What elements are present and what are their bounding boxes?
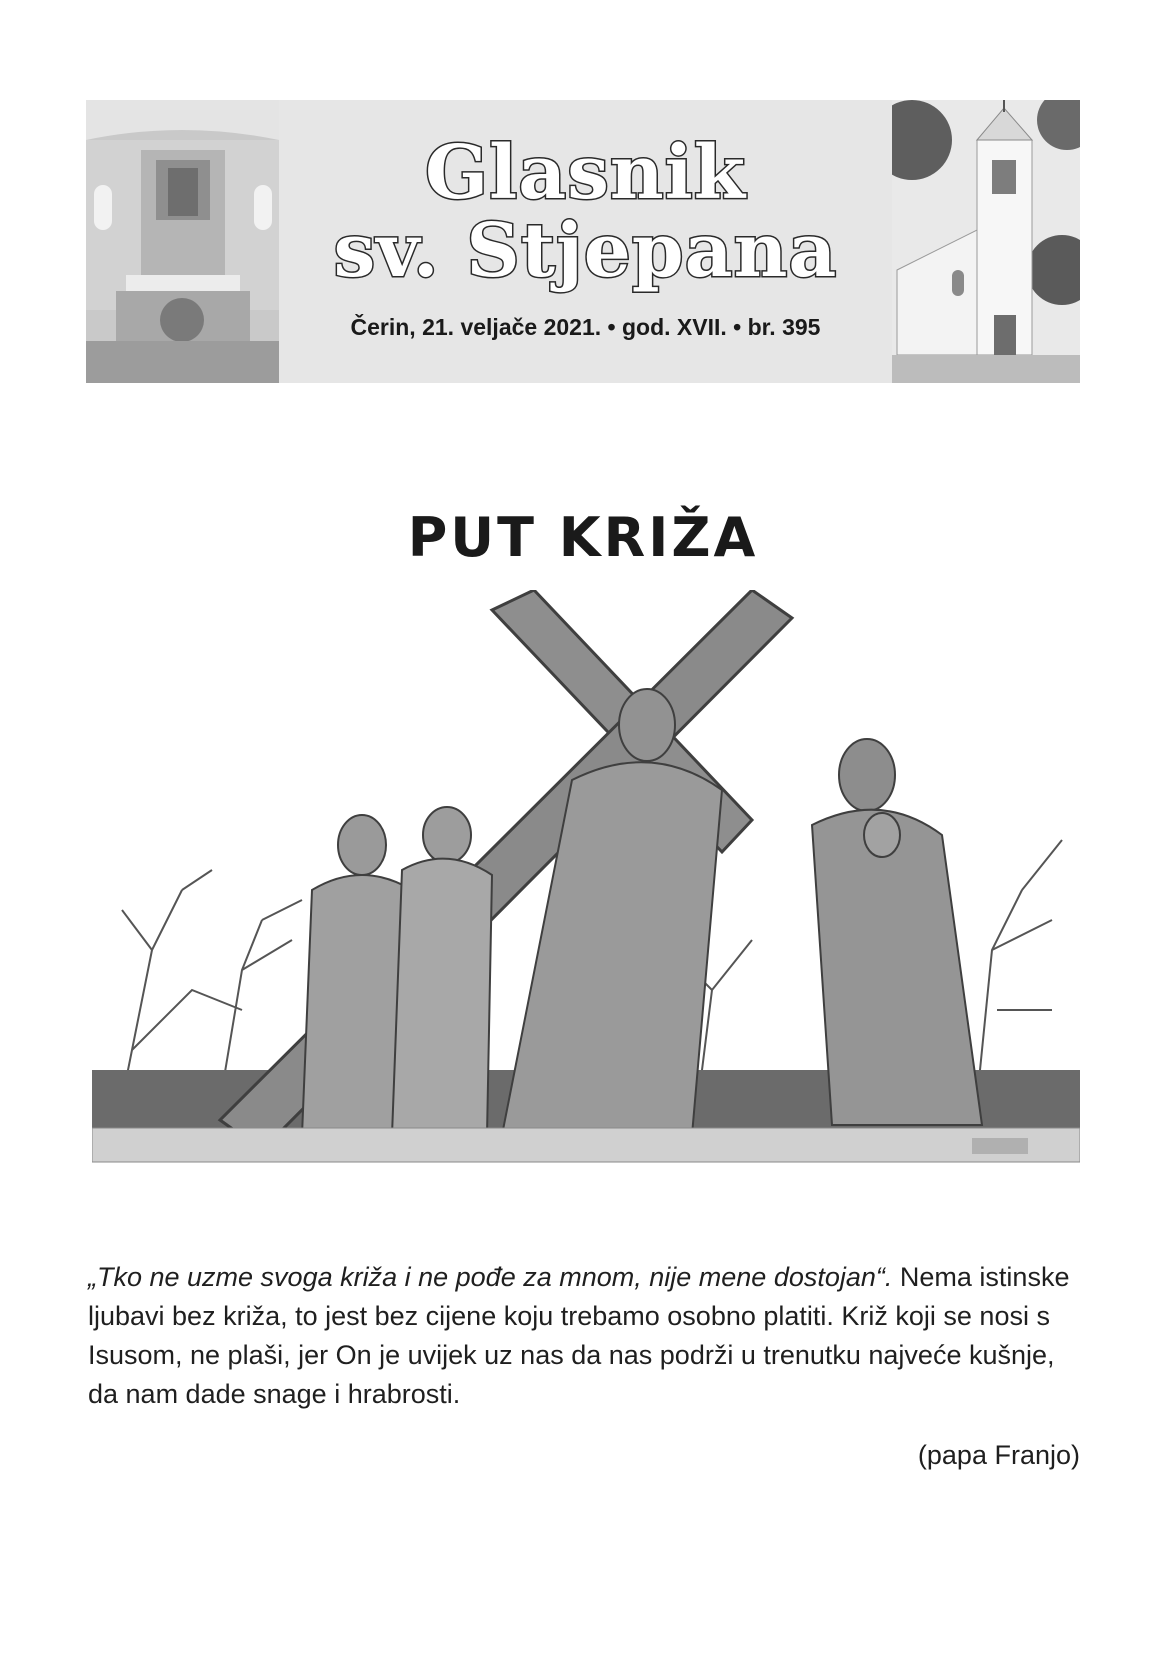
publication-title: Glasnik (424, 130, 747, 216)
masthead-header (86, 100, 1080, 383)
article-body (88, 1258, 1084, 1414)
scripture-quote: „Tko ne uzme svoga križa i ne pođe za mnom, nije mene dostojan“. (88, 1262, 893, 1292)
issue-dateline: Čerin, 21. veljače 2021. • god. XVII. • br. 395 (350, 314, 821, 340)
church-exterior-photo (892, 100, 1080, 383)
quote-attribution: (papa Franjo) (917, 1440, 1080, 1470)
article-title: PUT KRIŽA (407, 506, 759, 570)
masthead (279, 100, 892, 383)
way-of-cross-statue-photo (92, 590, 1080, 1230)
article-text: Nema istinske ljubavi bez križa, to jest bez cijene koju trebamo osobno platiti. Križ koji se nosi s Isusom, ne plaši, jer On je uvijek uz nas da nas podrži u trenutku najveće kušnje, da nam dade snage i hrabrosti. (88, 1262, 1070, 1409)
publication-subtitle: sv. Stjepana (333, 208, 838, 294)
church-interior-photo (86, 100, 279, 383)
